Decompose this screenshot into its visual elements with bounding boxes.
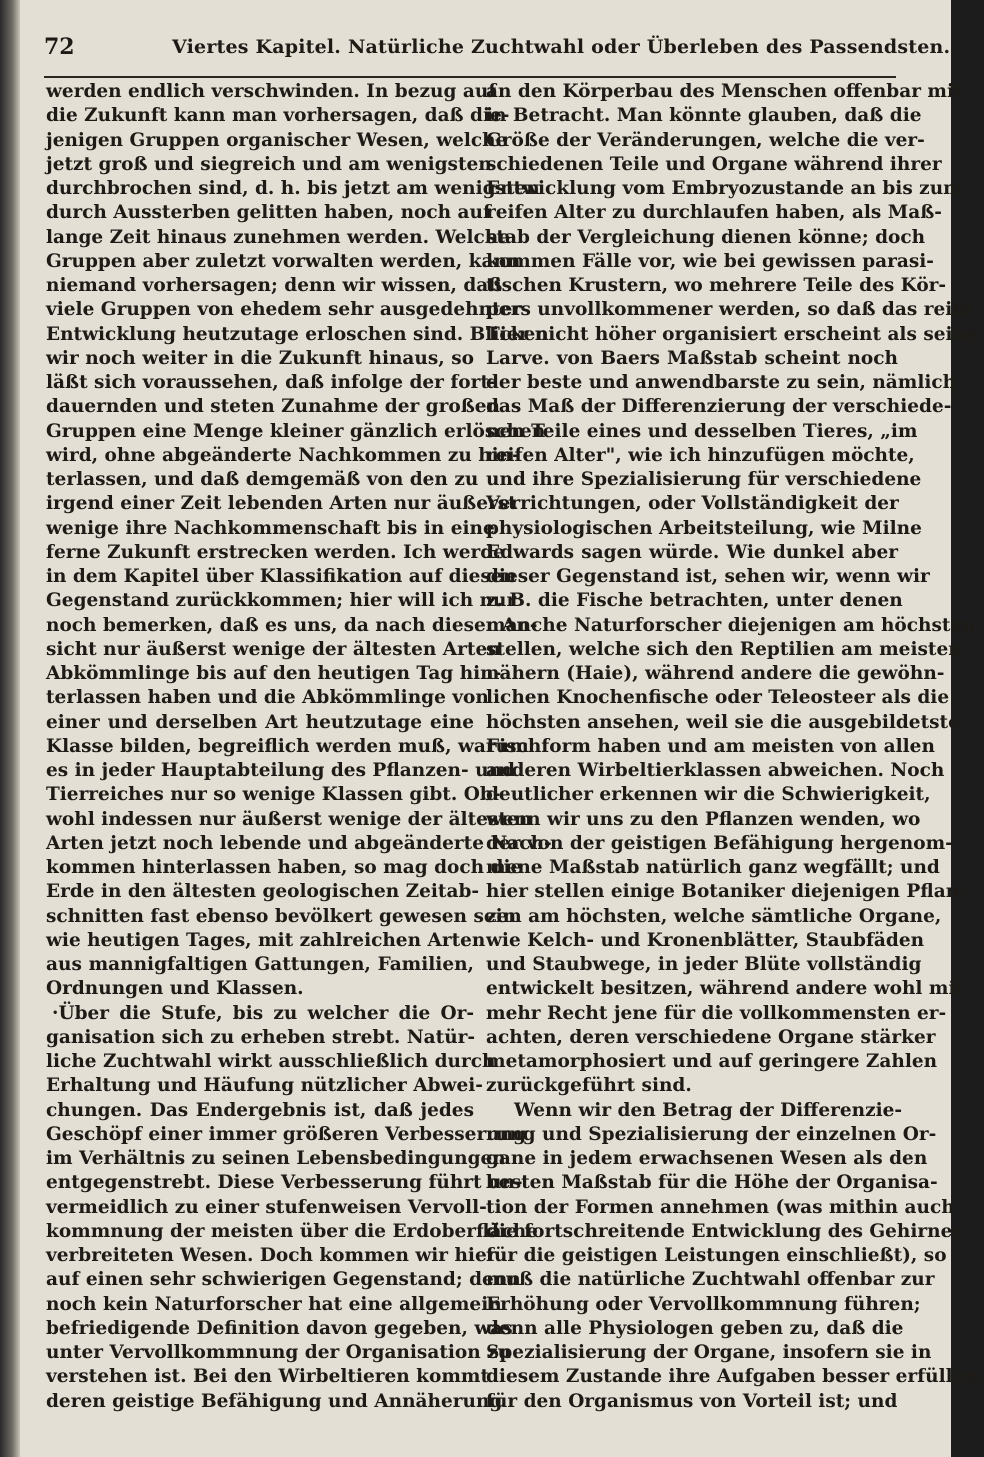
left-column-line: niemand vorhersagen; denn wir wissen, daß [46, 275, 503, 296]
right-column-line: Larve. von Baers Maßstab scheint noch [486, 347, 898, 369]
right-column-line: Verrichtungen, oder Vollständigkeit der [486, 493, 899, 515]
right-column-line: schiedenen Teile und Organe während ihrer [486, 153, 942, 175]
left-column-line: wenige ihre Nachkommenschaft bis in eine [46, 517, 495, 539]
left-column-line: in dem Kapitel über Klassifikation auf diesen [46, 566, 517, 587]
right-column-line: für den Organismus von Vorteil ist; und [486, 1390, 898, 1412]
right-column-line: Wenn wir den Betrag der Differenzie- [514, 1099, 903, 1121]
header-rule [44, 76, 896, 78]
right-column-line: pers unvollkommener werden, so daß das reife [486, 299, 972, 321]
left-column-line: aus mannigfaltigen Gattungen, Familien, [46, 954, 474, 975]
left-column-line: schnitten fast ebenso bevölkert gewesen sein [46, 905, 517, 927]
right-column-line: kommen Fälle vor, wie bei gewissen parasi- [486, 250, 934, 272]
left-column-line: vermeidlich zu einer stufenweisen Vervoll- [46, 1196, 487, 1218]
right-column-line: hier stellen einige Botaniker diejenigen Pflan- [486, 881, 967, 903]
left-column-line: verbreiteten Wesen. Doch kommen wir hier [46, 1245, 497, 1266]
left-column-line: terlassen, und daß demgemäß von den zu [46, 469, 479, 490]
right-column-line: und ihre Spezialisierung für verschiedene [486, 469, 922, 490]
left-column-line: einer und derselben Art heutzutage eine [46, 711, 474, 733]
right-column-line: metamorphosiert und auf geringere Zahlen [486, 1051, 938, 1072]
left-column-line: Arten jetzt noch lebende und abgeänderte Nach- [46, 832, 552, 854]
left-column-line: wie heutigen Tages, mit zahlreichen Arten [46, 929, 486, 951]
right-column-line: anderen Wirbeltierklassen abweichen. Noch [486, 760, 945, 781]
page-header [44, 30, 951, 70]
right-column-line: in Betracht. Man könnte glauben, daß die [486, 105, 922, 127]
left-column-line: Gegenstand zurückkommen; hier will ich nur [46, 590, 517, 612]
left-column-line: liche Zuchtwahl wirkt ausschließlich durch [46, 1051, 496, 1072]
left-column-line: noch kein Naturforscher hat eine allgemein [46, 1293, 502, 1315]
left-column-line: dauernden und steten Zunahme der großen [46, 396, 500, 418]
right-column-line: Größe der Veränderungen, welche die ver- [486, 129, 925, 151]
right-column-line: entwickelt besitzen, während andere wohl mit [486, 978, 965, 1000]
left-column-line: Erde in den ältesten geologischen Zeitab- [46, 881, 480, 903]
left-column-line: Entwicklung heutzutage erloschen sind. Blicken [46, 323, 549, 345]
left-column-line: wir noch weiter in die Zukunft hinaus, so [46, 347, 474, 369]
left-column-line: läßt sich voraussehen, daß infolge der fort- [46, 372, 497, 393]
left-column-line: Ordnungen und Klassen. [46, 978, 304, 1000]
right-column-line: manche Naturforscher diejenigen am höchsten [486, 614, 976, 636]
right-column-line: tion der Formen annehmen (was mithin auch [486, 1196, 955, 1218]
left-column-line: lange Zeit hinaus zunehmen werden. Welche [46, 226, 511, 248]
left-column-line: jetzt groß und siegreich und am wenigsten [46, 153, 492, 175]
left-column-line: ferne Zukunft erstrecken werden. Ich werde [46, 541, 505, 563]
page-number: 72 [44, 34, 75, 60]
right-column-line: der von der geistigen Befähigung hergenom- [486, 832, 953, 854]
running-title: Viertes Kapitel. Natürliche Zuchtwahl oder Überleben des Passendsten. [172, 36, 951, 58]
left-column-line: ·Über die Stufe, bis zu welcher die Or- [52, 1002, 474, 1024]
left-column-line: noch bemerken, daß es uns, da nach dieser An- [46, 614, 538, 636]
left-column-line: jenigen Gruppen organischer Wesen, welche [46, 129, 508, 151]
right-column-line: Erhöhung oder Vervollkommnung führen; [486, 1293, 921, 1315]
left-column-line: Gruppen aber zuletzt vorwalten werden, kann [46, 250, 521, 272]
left-column-line: ganisation sich zu erheben strebt. Natür- [46, 1026, 476, 1048]
left-column-line: irgend einer Zeit lebenden Arten nur äußerst [46, 493, 517, 515]
right-column-line: wenn wir uns zu den Pflanzen wenden, wo [486, 808, 921, 830]
right-column-line: mehr Recht jene für die vollkommensten er- [486, 1002, 947, 1024]
right-column-line: nähern (Haie), während andere die gewöhn- [486, 663, 945, 684]
left-column-line: Geschöpf einer immer größeren Verbesserung [46, 1123, 527, 1145]
right-column-line: an den Körperbau des Menschen offenbar mit [486, 81, 963, 102]
right-column-line: besten Maßstab für die Höhe der Organisa- [486, 1172, 938, 1194]
right-column-line: deutlicher erkennen wir die Schwierigkeit, [486, 784, 931, 806]
left-column-line: kommnung der meisten über die Erdoberfläche [46, 1220, 538, 1242]
right-column-line: stab der Vergleichung dienen könne; doch [486, 226, 926, 248]
right-column-line: diesem Zustande ihre Aufgaben besser erfüllen, [486, 1366, 984, 1388]
right-column-line: der beste und anwendbarste zu sein, nämlich [486, 372, 957, 393]
right-column-line: gane in jedem erwachsenen Wesen als den [486, 1148, 928, 1169]
left-column-line: unter Vervollkommnung der Organisation zu [46, 1342, 512, 1363]
right-column-line: mene Maßstab natürlich ganz wegfällt; und [486, 857, 940, 878]
right-column-line: muß die natürliche Zuchtwahl offenbar zur [486, 1269, 935, 1291]
right-column-line: für die geistigen Leistungen einschließt), so [486, 1245, 947, 1266]
right-column-line: achten, deren verschiedene Organe stärker [486, 1026, 936, 1048]
left-column-line: durch Aussterben gelitten haben, noch auf [46, 202, 491, 224]
right-column-line: höchsten ansehen, weil sie die ausgebildetste [486, 711, 960, 733]
left-column-line: Klasse bilden, begreiflich werden muß, warum [46, 735, 529, 757]
right-column-line: stellen, welche sich den Reptilien am meisten [486, 638, 962, 660]
left-column-line: verstehen ist. Bei den Wirbeltieren kommt [46, 1366, 490, 1388]
right-column-line: Fischform haben und am meisten von allen [486, 735, 935, 757]
left-column [46, 80, 552, 1414]
right-column-line: physiologischen Arbeitsteilung, wie Milne [486, 517, 922, 539]
right-column-line: und Staubwege, in jeder Blüte vollständig [486, 954, 922, 975]
right-column-line: Edwards sagen würde. Wie dunkel aber [486, 541, 898, 563]
right-column-line: denn alle Physiologen geben zu, daß die [486, 1317, 904, 1339]
right-column-line: dieser Gegenstand ist, sehen wir, wenn wir [486, 566, 930, 587]
left-column-line: Erhaltung und Häufung nützlicher Abwei- [46, 1075, 483, 1097]
right-column-line: das Maß der Differenzierung der verschiede- [486, 396, 952, 418]
right-column-line: reifen Alter", wie ich hinzufügen möchte, [486, 444, 915, 466]
right-column-line: reifen Alter zu durchlaufen haben, als Maß- [486, 202, 942, 224]
left-column-line: Gruppen eine Menge kleiner gänzlich erlöschen [46, 420, 546, 442]
right-column-line: Spezialisierung der Organe, insofern sie in [486, 1342, 932, 1363]
left-column-line: wohl indessen nur äußerst wenige der ältesten [46, 808, 533, 830]
left-column-line: deren geistige Befähigung und Annäherung [46, 1390, 503, 1412]
right-column-line: zen am höchsten, welche sämtliche Organe, [486, 905, 942, 927]
right-column-line: nen Teile eines und desselben Tieres, „im [486, 420, 918, 442]
left-column-line: viele Gruppen von ehedem sehr ausgedehnter [46, 299, 523, 321]
left-column-line: im Verhältnis zu seinen Lebensbedingungen [46, 1148, 506, 1169]
right-column [486, 80, 984, 1414]
left-column-line: befriedigende Definition davon gegeben, was [46, 1317, 513, 1339]
left-column-line: chungen. Das Endergebnis ist, daß jedes [46, 1099, 474, 1121]
right-column-line: Tier nicht höher organisiert erscheint als seine [486, 323, 978, 345]
left-column-line: entgegenstrebt. Diese Verbesserung führt un- [46, 1172, 523, 1194]
left-column-line: es in jeder Hauptabteilung des Pflanzen- und [46, 760, 515, 781]
left-column-line: Abkömmlinge bis auf den heutigen Tag hin- [46, 663, 502, 684]
left-column-line: durchbrochen sind, d. h. bis jetzt am wenigsten [46, 178, 540, 199]
left-column-line: werden endlich verschwinden. In bezug auf [46, 81, 497, 102]
left-column-line: Tierreiches nur so wenige Klassen gibt. Ob- [46, 784, 501, 806]
right-column-line: die fortschreitende Entwicklung des Gehirnes [486, 1220, 963, 1242]
left-column-line: wird, ohne abgeänderte Nachkommen zu hin- [46, 444, 520, 466]
left-column-line: sicht nur äußerst wenige der ältesten Arten [46, 638, 501, 660]
left-column-line: kommen hinterlassen haben, so mag doch die [46, 857, 523, 878]
right-column-line: z. B. die Fische betrachten, unter denen [486, 590, 903, 612]
left-column-line: auf einen sehr schwierigen Gegenstand; denn [46, 1269, 521, 1291]
right-column-line: wie Kelch- und Kronenblätter, Staubfäden [486, 929, 925, 951]
right-column-line: tischen Krustern, wo mehrere Teile des Kör- [486, 275, 947, 296]
left-column-line: terlassen haben und die Abkömmlinge von [46, 687, 489, 709]
left-column-line: die Zukunft kann man vorhersagen, daß die- [46, 105, 510, 127]
right-column-line: rung und Spezialisierung der einzelnen Or- [486, 1123, 937, 1145]
right-column-line: lichen Knochenfische oder Teleosteer als die [486, 687, 950, 709]
right-column-line: zurückgeführt sind. [486, 1075, 692, 1097]
right-column-line: Entwicklung vom Embryozustande an bis zum [486, 178, 963, 199]
